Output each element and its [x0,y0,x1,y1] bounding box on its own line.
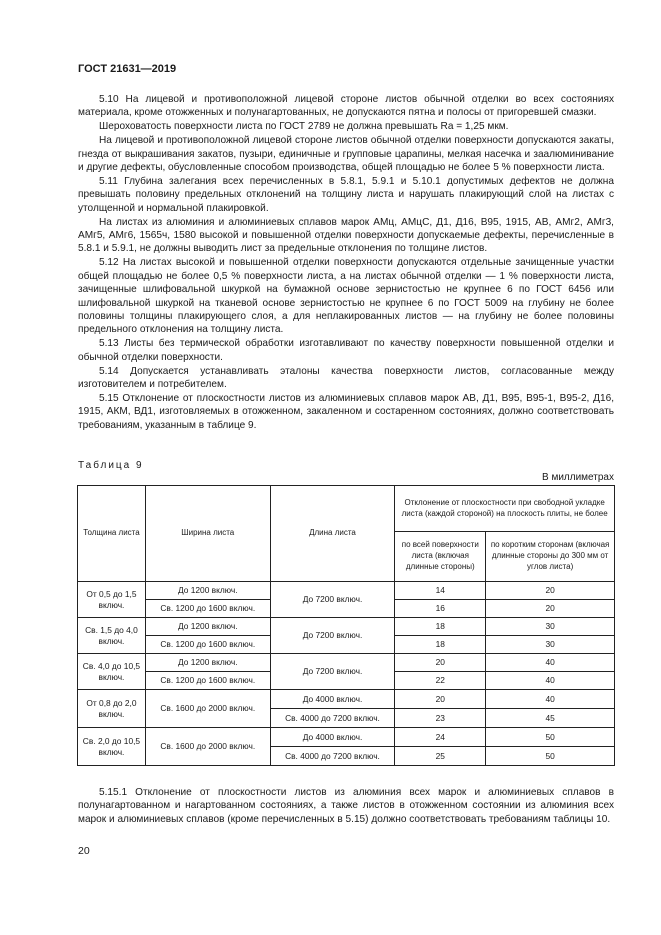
cell-whole: 24 [395,728,486,747]
cell-whole: 20 [395,690,486,709]
cell-length: До 7200 включ. [270,618,395,654]
cell-short: 40 [486,672,615,690]
cell-short: 30 [486,636,615,654]
header-thickness: Толщина листа [78,486,146,582]
cell-width: До 1200 включ. [145,618,270,636]
header-deviation-group: Отклонение от плоскостности при свободной укладке листа (каждой стороной) на плоскость плиты, не более [395,486,615,532]
cell-thickness: От 0,8 до 2,0 включ. [78,690,146,728]
paragraph-roughness: Шероховатость поверхности листа по ГОСТ 2789 не должна превышать Ra = 1,25 мкм. [99,121,509,133]
cell-width: Св. 1600 до 2000 включ. [145,728,270,766]
header-width: Ширина листа [145,486,270,582]
bottom-text [78,786,614,826]
table-row [78,654,615,672]
cell-thickness: Св. 4,0 до 10,5 включ. [78,654,146,690]
paragraph-5-14: 5.14 Допускается устанавливать эталоны качества поверхности листов, согласованные между изготовителем и потребителем. [78,365,614,391]
cell-whole: 23 [395,709,486,728]
cell-whole: 25 [395,747,486,766]
table-row [78,582,615,600]
cell-short: 30 [486,618,615,636]
cell-length: До 7200 включ. [270,582,395,618]
cell-width: До 1200 включ. [145,654,270,672]
paragraph-5-11: 5.11 Глубина залегания всех перечисленных в 5.8.1, 5.9.1 и 5.10.1 допустимых дефектов не должна превышать половину предельных отклонений на толщину листа и нарушать плакирующий слой на листах с утолщенной и нормальной плакировкой. [78,175,614,214]
cell-thickness: От 0,5 до 1,5 включ. [78,582,146,618]
document-header: ГОСТ 21631—2019 [78,63,177,75]
cell-length: Св. 4000 до 7200 включ. [270,747,395,766]
header-length: Длина листа [270,486,395,582]
cell-width: Св. 1200 до 1600 включ. [145,672,270,690]
cell-thickness: Св. 1,5 до 4,0 включ. [78,618,146,654]
table-units: В миллиметрах [542,472,614,483]
table-row [78,690,615,709]
paragraph-5-13: 5.13 Листы без термической обработки изготавливают по качеству поверхности повышенной отделки и обычной отделки поверхности. [78,338,614,363]
cell-whole: 14 [395,582,486,600]
table-caption: Таблица 9 [78,460,144,471]
header-whole-surface: по всей поверхности листа (включая длинные стороны) [395,532,486,582]
table-row [78,618,615,636]
cell-short: 20 [486,600,615,618]
cell-width: Св. 1200 до 1600 включ. [145,600,270,618]
paragraph-5-15: 5.15 Отклонение от плоскостности листов из алюминиевых сплавов марок АВ, Д1, В95, В95-1, В95-2, Д16, 1915, АКМ, ВД1, изготовляемых в отожженном, закаленном и состаренном состояниях, должно соответствовать требованиям, указанным в таблице 9. [78,392,614,431]
paragraph-alloys: На листах из алюминия и алюминиевых сплавов марок АМц, АМцС, Д1, Д16, В95, 1915, АВ, АМг2, АМг3, АМг5, АМг6, 1565ч, 1580 высокой и повышенной отделки поверхности допускаемые дефекты, перечисленные в 5.8.1 и 5.9.1, не должны выводить лист за предельные отклонения по толщине листов. [78,216,614,255]
flatness-table [77,485,615,766]
cell-length: До 4000 включ. [270,728,395,747]
cell-length: До 7200 включ. [270,654,395,690]
cell-short: 45 [486,709,615,728]
page-number: 20 [78,845,90,857]
cell-width: До 1200 включ. [145,582,270,600]
cell-width: Св. 1600 до 2000 включ. [145,690,270,728]
cell-whole: 16 [395,600,486,618]
cell-whole: 18 [395,636,486,654]
paragraph-5-12: 5.12 На листах высокой и повышенной отделки поверхности допускаются отдельные зачищенные участки общей площадью не более 0,5 % поверхности листа, а на листах обычной отделки — 1 % поверхности листа, зачищенные шлифовальной шкуркой на бумажной основе зернистостью не крупнее 6 по ГОСТ 6456 или шлифовальной шкуркой на тканевой основе зернистостью не крупнее 6 по ГОСТ 5009 на глубину не более половины толщины плакирующего слоя, а для неплакированных листов — на глубину не более половины предельного отклонения на толщину листа. [78,257,614,336]
cell-short: 40 [486,690,615,709]
header-short-sides: по коротким сторонам (включая длинные стороны до 300 мм от углов листа) [486,532,615,582]
cell-whole: 20 [395,654,486,672]
cell-short: 50 [486,728,615,747]
cell-short: 40 [486,654,615,672]
paragraph-defects: На лицевой и противоположной лицевой стороне листов обычной отделки поверхности допускаются закаты, гнезда от выкрашивания закатов, пузыри, единичные и групповые царапины, мелкая насечка и заалюминивание и другие дефекты, обусловленные способом производства, общей площадью не более 5 % поверхности листа. [78,135,614,174]
cell-whole: 18 [395,618,486,636]
paragraph-5-10: 5.10 На лицевой и противоположной лицевой стороне листов обычной отделки во всех состояниях материала, кроме отожженных и полунагартованных, не допускаются пятна и полосы от пригоревшей смазки. [78,94,614,119]
cell-thickness: Св. 2,0 до 10,5 включ. [78,728,146,766]
cell-short: 50 [486,747,615,766]
table-row [78,728,615,747]
cell-whole: 22 [395,672,486,690]
cell-length: Св. 4000 до 7200 включ. [270,709,395,728]
cell-short: 20 [486,582,615,600]
cell-length: До 4000 включ. [270,690,395,709]
paragraph-5-15-1: 5.15.1 Отклонение от плоскостности листов из алюминия всех марок и алюминиевых сплавов в полунагартованном и нагартованном состояниях, а также листов в отожженном состоянии из алюминия всех марок и алюминиевых сплавов (кроме перечисленных в 5.15) должно соответствовать требованиям таблицы 10. [78,787,614,825]
body-text [78,93,614,433]
cell-width: Св. 1200 до 1600 включ. [145,636,270,654]
